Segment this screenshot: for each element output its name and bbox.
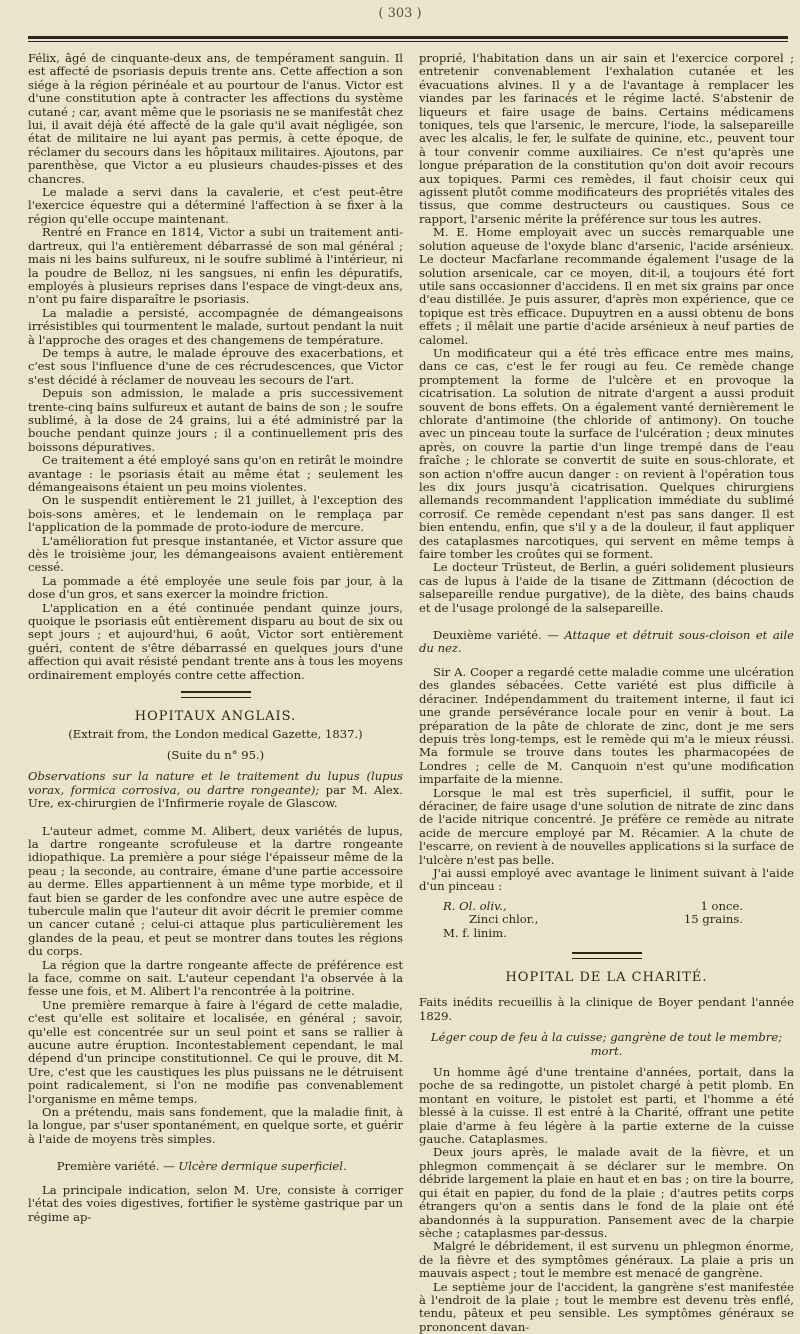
- prescription-row: [443, 900, 743, 913]
- section-separator: [572, 952, 642, 959]
- left-column: [28, 52, 403, 1224]
- paragraph: Un modificateur qui a été très efficace entre mes mains, dans ce cas, c'est le fer rougi au feu. Ce remède change promptement la forme de l'ulcère et en provoque la cicatrisation. La solution de nitrate d'argent a aussi produit souvent de bons effets. On a également vanté dernièrement le chlorate d'antimoine (the chloride of antimony). On touche avec un pinceau toute la surface de l'ulcération ; deux minutes après, on couvre la partie d'un linge trempé dans de l'eau fraîche ; le chlorate se convertit de suite en sous-chlorate, et son action n'offre aucun danger : on revient à l'opération tous les dix jours jusqu'à cicatrisation. Quelques chirurgiens allemands recommandent l'application immédiate du sublimé corrosif. Ce remède cependant n'est pas sans danger. Il est bien entendu, enfin, que s'il y a de la douleur, il faut appliquer des cataplasmes narcotiques, qui servent en même temps à faire tomber les croûtes qui se forment.: [419, 345, 794, 562]
- variety-label: Deuxième variété. —: [433, 628, 565, 643]
- paragraph: L'auteur admet, comme M. Alibert, deux variétés de lupus, la dartre rongeante scrofuleuse et la dartre rongeante idiopathique. La première a pour siége l'épaisseur même de la peau ; la seconde, au contraire, émane d'une partie accessoire au derme. Elles appartiennent à un même type morbide, et il faut bien se garder de les confondre avec une autre espèce de tubercule malin que l'auteur dit avoir décrit le premier comme un cancer cutané ; celui-ci attaque plus particulièrement les glandes de la peau, et peut se montrer dans toutes les régions du corps.: [28, 823, 403, 959]
- section-title: HOPITAUX ANGLAIS.: [134, 709, 297, 725]
- prescription-item: R. Ol. oliv.,: [443, 898, 507, 913]
- paragraph: Lorsque le mal est très superficiel, il suffit, pour le déraciner, de faire usage d'une solution de nitrate de zinc dans de l'acide nitrique concentré. Je préfère ce remède au nitrate acide de mercure employé par M. Récamier. A la chute de l'escarre, on revient à de nouvelles applications si la surface de l'ulcère n'est pas belle.: [419, 785, 794, 867]
- paragraph: Ce traitement a été employé sans qu'on en retirât le moindre avantage : le psoriasis était au même état ; seulement les démangeaisons étaient un peu moins violentes.: [28, 453, 403, 494]
- prescription-item: M. f. linim.: [443, 925, 507, 940]
- paragraph: Le docteur Trüsteut, de Berlin, a guéri solidement plusieurs cas de lupus à l'aide de la tisane de Zittmann (décoction de salsepareille rendue purgative), de la diète, des bains chauds et de l'usage prolongé de la salsepareille.: [419, 560, 794, 615]
- section-title: HOPITAL DE LA CHARITÉ.: [505, 970, 708, 985]
- variety-title: Attaque et détruit sous-cloison et aile du nez.: [419, 628, 795, 656]
- paragraph: Le malade a servi dans la cavalerie, et c'est peut-être l'exercice équestre qui a déterminé l'affection à se fixer à la région qu'elle occupe maintenant.: [28, 185, 403, 226]
- variety-heading: [28, 1160, 403, 1173]
- prescription: [443, 900, 794, 940]
- paragraph: Sir A. Cooper a regardé cette maladie comme une ulcération des glandes sébacées. Cette variété est plus difficile à déraciner. Indépendamment du traitement interne, il faut ici une grande persévérance locale pour en venir à bout. La préparation de la pâte de chlorate de zinc, dont je me sers depuis très long-temps, est le remède qui m'a le mieux réussi. Ma formule se trouve dans toutes les pharmacopées de Londres ; celle de M. Canquoin n'est qu'une modification imparfaite de la mienne.: [419, 664, 794, 787]
- prescription-row: [443, 927, 743, 940]
- observations-author: par M. Alex. Ure, ex-chirurgien de l'Infirmerie royale de Glascow.: [28, 782, 403, 811]
- paragraph: J'ai aussi employé avec avantage le liniment suivant à l'aide d'un pinceau :: [419, 865, 794, 894]
- paragraph: Deux jours après, le malade avait de la fièvre, et un phlegmon commençait à se déclarer sur le membre. On débride largement la plaie en haut et en bas ; on tire la bourre, qui était en papier, du fond de la plaie ; d'autres petits corps étrangers qu'on a sentis dans le fond de la plaie ont été abandonnés à la suppuration. Pansement avec de la charpie sèche ; cataplasmes par-dessus.: [419, 1145, 794, 1240]
- paragraph: La région que la dartre rongeante affecte de préférence est la face, comme on sait. L'auteur cependant l'a observée à la fesse une fois, et M. Alibert l'a rencontrée à la poitrine.: [28, 957, 403, 999]
- variety-title: Ulcère dermique superficiel.: [178, 1159, 347, 1174]
- paragraph: On le suspendit entièrement le 21 juillet, à l'exception des bois-sons amères, et le lendemain on le remplaça par l'application de la pommade de proto-iodure de mercure.: [28, 493, 403, 535]
- paragraph: Le septième jour de l'accident, la gangrène s'est manifestée à l'endroit de la plaie ; tout le membre est devenu très enflé, tendu, pâteux et peu sensible. Les symptômes généraux se prononcent davan-: [419, 1279, 794, 1334]
- paragraph: La maladie a persisté, accompagnée de démangeaisons irrésistibles qui tourmentent le malade, surtout pendant la nuit à l'approche des orages et des changemens de température.: [28, 305, 403, 347]
- paragraph: Un homme âgé d'une trentaine d'années, portait, dans la poche de sa redingotte, un pistolet chargé à petit plomb. En montant en voiture, le pistolet est parti, et l'homme a été blessé à la cuisse. Il est entré à la Charité, offrant une petite plaie d'arme à feu légère à la partie externe de la cuisse gauche. Cataplasmes.: [419, 1065, 794, 1147]
- section-subtitle: Faits inédits recueillis à la clinique de Boyer pendant l'année 1829.: [419, 995, 794, 1023]
- paragraph: De temps à autre, le malade éprouve des exacerbations, et c'est sous l'influence d'une de ces récrudescences, que Victor s'est décidé à réclamer de nouveau les secours de l'art.: [28, 345, 403, 387]
- prescription-amount: 1 once.: [700, 898, 743, 913]
- top-rule-thin: [28, 41, 788, 42]
- source-line: (Extrait from, the London medical Gazette, 1837.): [68, 726, 363, 741]
- observations-title: Observations sur la nature et le traitement du lupus (lupus vorax, formica corrosiva, ou dartre rongeante);: [28, 769, 403, 797]
- suite-line: (Suite du n° 95.): [166, 747, 265, 762]
- top-rule: [28, 36, 788, 39]
- paragraph: Une première remarque à faire à l'égard de cette maladie, c'est qu'elle est solitaire et localisée, en général ; savoir, qu'elle est concentrée sur un seul point et sans se rallier à aucune autre éruption. Incontestablement cependant, le mal dépend d'un principe constitutionnel. Ce qui le prouve, dit M. Ure, c'est que les caustiques les plus puissans ne le détruisent point radicalement, si l'on ne modifie pas convenablement l'organisme en même temps.: [28, 997, 403, 1106]
- page-folio: ( 303 ): [378, 6, 422, 21]
- variety-label: Première variété. —: [56, 1159, 179, 1174]
- paragraph: Félix, âgé de cinquante-deux ans, de tempérament sanguin. Il est affecté de psoriasis depuis trente ans. Cette affection a son siége à la région périnéale et au pourtour de l'anus. Victor est d'une constitution apte à contracter les affections du système cutané ; car, avant même que le psoriasis ne se manifestât chez lui, il avait déjà été affecté de la gale qu'il avait négligée, son état de militaire ne lui ayant pas permis, à cette époque, de réclamer du secours dans les hôpitaux militaires. Ajoutons, par parenthèse, que Victor a eu plusieurs chaudes-pisses et des chancres.: [28, 51, 403, 186]
- paragraph: proprié, l'habitation dans un air sain et l'exercice corporel ; entretenir convenablement l'exhalation cutanée et les évacuations alvines. Il y a de l'avantage à remplacer les viandes par les farinacés et le régime lacté. S'abstenir de liqueurs et faire usage de bains. Certains médicamens toniques, tels que l'arsenic, le mercure, l'iode, la salsepareille avec les alcalis, le fer, le sulfate de quinine, etc., peuvent tour à tour convenir comme auxiliaires. Ce n'est qu'après une longue préparation de la constitution qu'on doit avoir recours aux topiques. Parmi ces remèdes, il faut choisir ceux qui agissent plutôt comme modificateurs des propriétés vitales des tissus, que comme destructeurs ou caustiques. Sous ce rapport, l'arsenic mérite la préférence sur tous les autres.: [419, 51, 794, 226]
- paragraph: On a prétendu, mais sans fondement, que la maladie finit, à la longue, par s'user spontanément, en quelque sorte, et guérir à l'aide de moyens très simples.: [28, 1105, 403, 1146]
- paragraph: Rentré en France en 1814, Victor a subi un traitement anti-dartreux, qui l'a entièrement débarrassé de son mal général ; mais ni les bains sulfureux, ni le soufre sublimé à l'intérieur, ni la poudre de Belloz, ni les sangsues, ni enfin les dépuratifs, employés à plusieurs reprises dans l'espace de vingt-deux ans, n'ont pu faire disparaître le psoriasis.: [28, 225, 403, 307]
- prescription-amount: 15 grains.: [683, 912, 743, 927]
- paragraph: La principale indication, selon M. Ure, consiste à corriger l'état des voies digestives, fortifier le système gastrique par un régime ap-: [28, 1182, 403, 1224]
- paragraph: L'application en a été continuée pendant quinze jours, quoique le psoriasis eût entièrement disparu au bout de six ou sept jours ; et aujourd'hui, 6 août, Victor sort entièrement guéri, content de s'être débarrassé en quelques jours d'une affection qui avait résisté pendant trente ans à tous les moyens ordinairement employés contre cette affection.: [28, 600, 403, 682]
- prescription-item: Zinci chlor.,: [469, 912, 539, 927]
- paragraph: M. E. Home employait avec un succès remarquable une solution aqueuse de l'oxyde blanc d'arsenic, l'acide arsénieux. Le docteur Macfarlane recommande également l'usage de la solution arsenicale, car ce moyen, dit-il, a toujours été fort utile sans occasionner d'accidens. Il en met six grains par once d'eau distillée. Je puis assurer, d'après mon expérience, que ce topique est très efficace. Dupuytren en a aussi obtenu de bons effets ; il mêlait une partie d'acide arsénieux à neuf parties de calomel.: [419, 225, 794, 347]
- paragraph: Malgré le débridement, il est survenu un phlegmon énorme, de la fièvre et des symptômes généraux. La plaie a pris un mauvais aspect ; tout le membre est menacé de gangrène.: [419, 1239, 794, 1281]
- paragraph: Depuis son admission, le malade a pris successivement trente-cinq bains sulfureux et autant de bains de son ; le soufre sublimé, à la dose de 24 grains, lui a été administré par la bouche pendant quinze jours ; il a continuellement pris des boissons dépuratives.: [28, 386, 403, 454]
- paragraph: La pommade a été employée une seule fois par jour, à la dose d'un gros, et sans exercer la moindre friction.: [28, 573, 403, 602]
- observations-heading: [28, 770, 403, 810]
- right-column: [419, 52, 794, 1334]
- case-title: Léger coup de feu à la cuisse; gangrène de tout le membre; mort.: [430, 1030, 783, 1058]
- variety-heading: [419, 629, 794, 656]
- section-separator: [181, 691, 251, 698]
- prescription-row: [443, 913, 743, 926]
- paragraph: L'amélioration fut presque instantanée, et Victor assure que dès le troisième jour, les démangeaisons avaient entièrement cessé.: [28, 533, 403, 575]
